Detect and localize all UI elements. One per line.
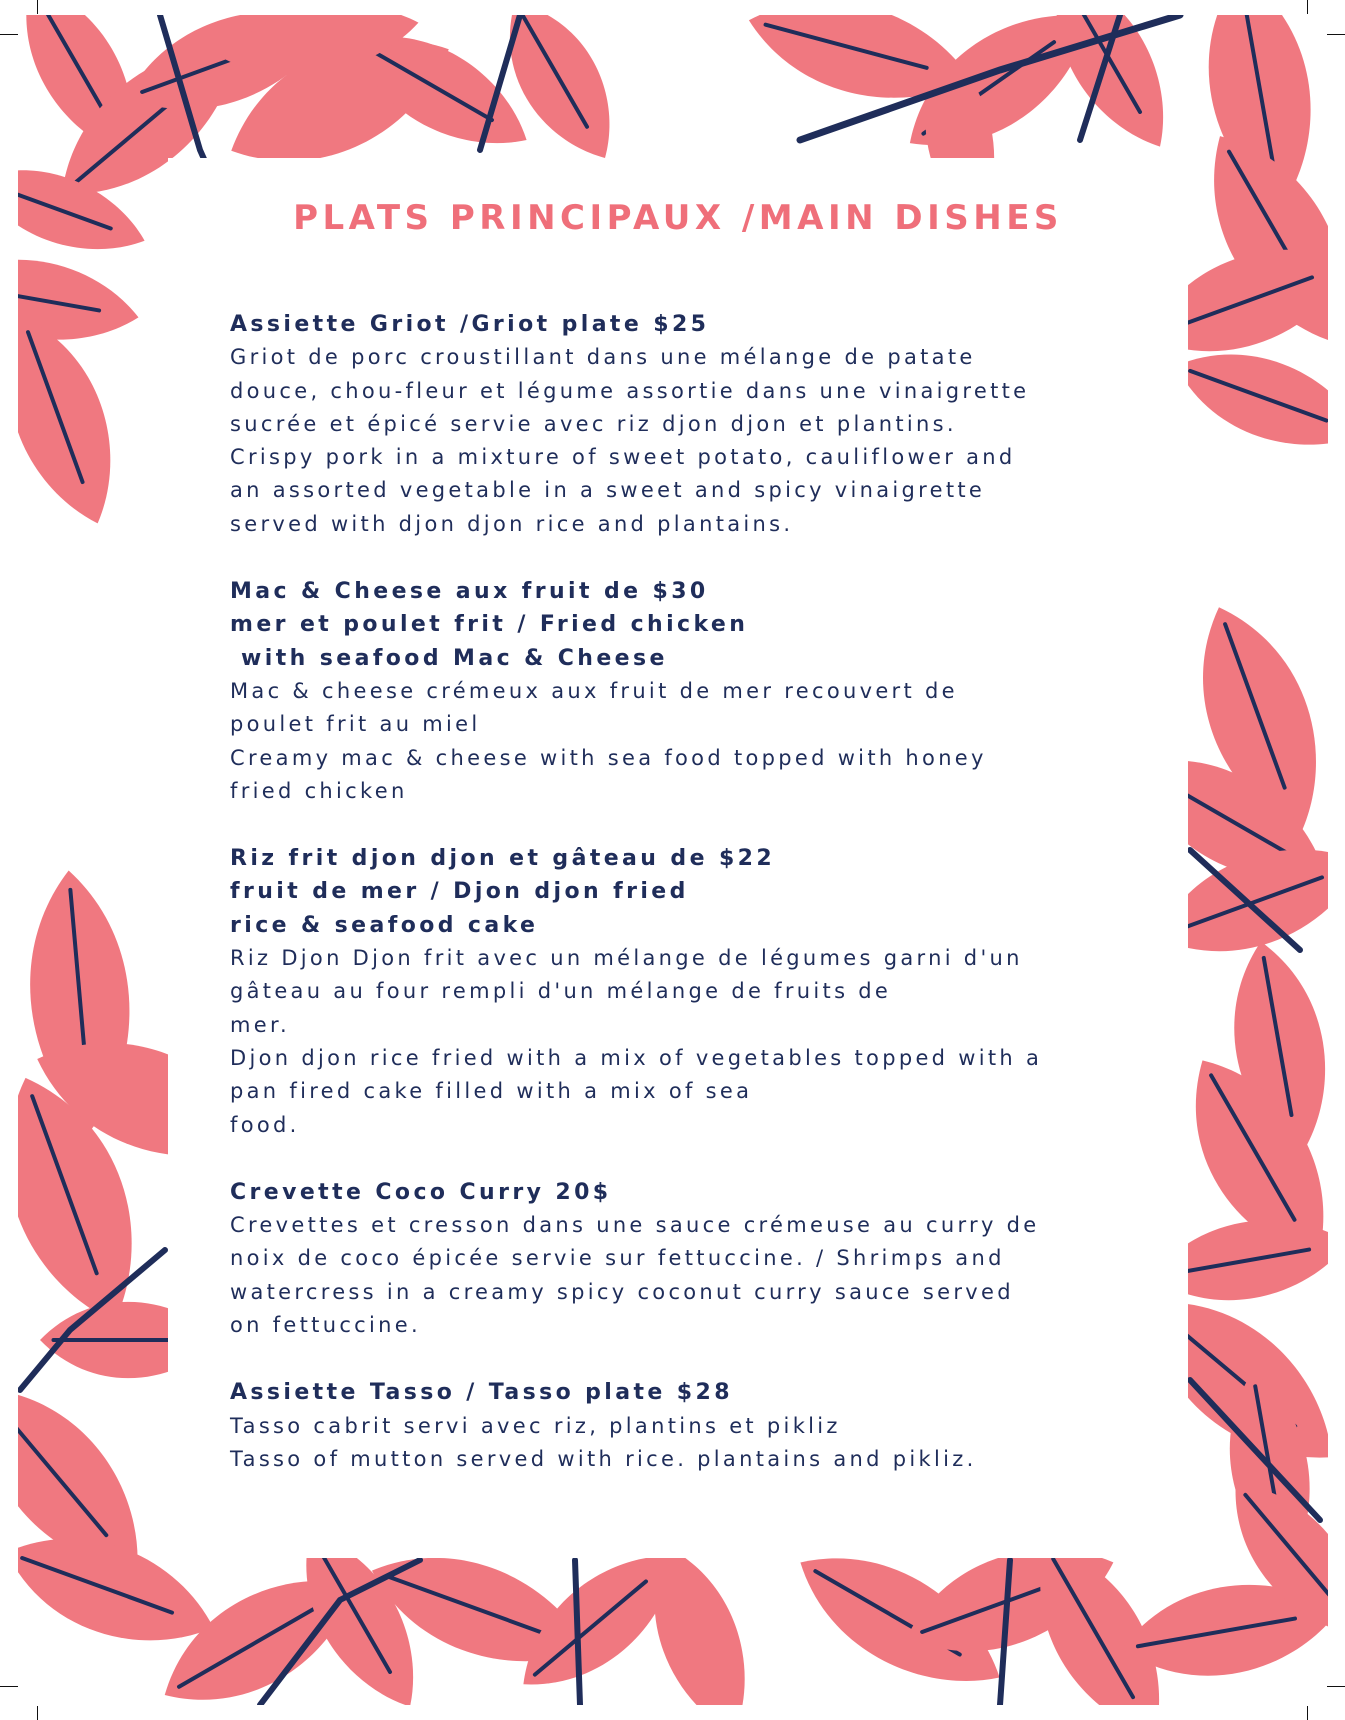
dish-heading: mer et poulet frit / Fried chicken [230, 612, 749, 638]
dish-description: an assorted vegetable in a sweet and spicy vinaigrette [230, 478, 986, 503]
crop-mark [0, 1686, 18, 1687]
dish-list [230, 308, 1190, 1510]
crop-mark [0, 34, 18, 35]
crop-mark [37, 0, 38, 14]
dish-description: poulet frit au miel [230, 712, 481, 737]
dish-heading: rice & seafood cake [230, 912, 539, 938]
dish-description: Griot de porc croustillant dans une mélange de patate [230, 345, 976, 370]
dish-description: gâteau au four rempli d'un mélange de fruits de [230, 979, 892, 1004]
crop-mark [1327, 1686, 1345, 1687]
dish-description: pan fired cake filled with a mix of sea [230, 1079, 753, 1104]
dish-description: food. [230, 1112, 300, 1137]
dish-description: mer. [230, 1012, 290, 1037]
menu-panel [168, 158, 1188, 1558]
dish-description: Crispy pork in a mixture of sweet potato, cauliflower and [230, 445, 1016, 470]
dish-description: Tasso of mutton served with rice. plantains and pikliz. [230, 1446, 977, 1471]
dish-heading: fruit de mer / Djon djon fried [230, 879, 689, 905]
dish-item [230, 308, 1190, 541]
page-title: PLATS PRINCIPAUX /MAIN DISHES [293, 198, 1063, 238]
dish-item [230, 842, 1190, 1142]
dish-description: douce, chou-fleur et légume assortie dans une vinaigrette [230, 378, 1030, 403]
branch-stem [575, 1560, 580, 1705]
crop-mark [1307, 1706, 1308, 1720]
dish-description: watercress in a creamy spicy coconut curry sauce served [230, 1279, 1014, 1304]
crop-mark [37, 1706, 38, 1720]
dish-heading: Mac & Cheese aux fruit de $30 [230, 579, 709, 605]
dish-item [230, 1376, 1190, 1476]
dish-description: Riz Djon Djon frit avec un mélange de légumes garni d'un [230, 946, 1023, 971]
dish-item [230, 1176, 1190, 1342]
dish-description: Tasso cabrit servi avec riz, plantins et pikliz [230, 1413, 841, 1438]
crop-mark [1327, 34, 1345, 35]
dish-description: sucrée et épicé servie avec riz djon djon et plantins. [230, 411, 957, 436]
dish-item [230, 575, 1190, 808]
dish-heading: Assiette Tasso / Tasso plate $28 [230, 1380, 733, 1406]
dish-description: served with djon djon rice and plantains. [230, 511, 794, 536]
dish-description: Crevettes et cresson dans une sauce crémeuse au curry de [230, 1213, 1040, 1238]
dish-description: Djon djon rice fried with a mix of vegetables topped with a [230, 1045, 1043, 1070]
leaf-shape [1163, 330, 1345, 470]
dish-description: fried chicken [230, 778, 408, 803]
dish-heading: Assiette Griot /Griot plate $25 [230, 312, 710, 337]
crop-mark [1307, 0, 1308, 14]
leaf-shape [482, 0, 638, 177]
dish-description: Mac & cheese crémeux aux fruit de mer recouvert de [230, 678, 958, 703]
dish-heading: with seafood Mac & Cheese [230, 645, 668, 671]
dish-description: noix de coco épicée servie sur fettuccine. / Shrimps and [230, 1246, 1005, 1271]
dish-heading: Crevette Coco Curry 20$ [230, 1179, 612, 1205]
dish-heading: Riz frit djon djon et gâteau de $22 [230, 846, 776, 872]
dish-description: Creamy mac & cheese with sea food topped with honey [230, 745, 987, 770]
dish-description: on fettuccine. [230, 1313, 421, 1338]
